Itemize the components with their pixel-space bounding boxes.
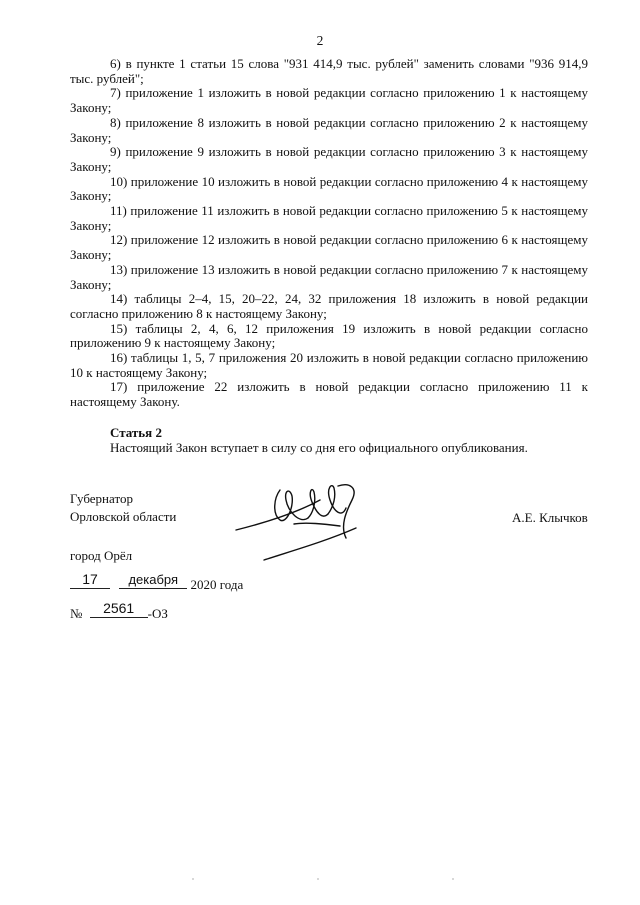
- date-day: 17: [82, 571, 98, 587]
- number-value: 2561: [103, 600, 135, 616]
- list-item: 16) таблицы 1, 5, 7 приложения 20 изложить в новой редакции согласно приложению 10 к настоящему Закону;: [70, 350, 588, 380]
- article-title: Статья 2: [110, 425, 162, 440]
- list-item: 6) в пункте 1 статьи 15 слова "931 414,9 тыс. рублей" заменить словами "936 914,9 тыс. рублей";: [70, 56, 588, 86]
- list-item: 9) приложение 9 изложить в новой редакции согласно приложению 3 к настоящему Закону;: [70, 144, 588, 174]
- article-text: Настоящий Закон вступает в силу со дня его официального опубликования.: [110, 440, 528, 455]
- date-month: декабря: [128, 572, 179, 587]
- number-suffix: -ОЗ: [147, 606, 168, 621]
- date-line: [70, 571, 244, 592]
- amendment-list: [70, 57, 588, 410]
- position-line-1: Губернатор: [70, 491, 133, 506]
- handwritten-signature: [228, 478, 368, 568]
- list-item: 12) приложение 12 изложить в новой редакции согласно приложению 6 к настоящему Закону;: [70, 232, 588, 263]
- scan-specks: [0, 874, 640, 884]
- list-item: 13) приложение 13 изложить в новой редакции согласно приложению 7 к настоящему Закону;: [70, 261, 588, 292]
- number-prefix: №: [70, 606, 83, 621]
- list-item: 17) приложение 22 изложить в новой редакции согласно приложению 11 к настоящему Закону.: [70, 379, 588, 410]
- signatory-name: А.Е. Клычков: [512, 510, 588, 525]
- list-item: 8) приложение 8 изложить в новой редакции согласно приложению 2 к настоящему Закону;: [70, 114, 588, 145]
- position-line-2: Орловской области: [70, 509, 177, 524]
- list-item: 15) таблицы 2, 4, 6, 12 приложения 19 изложить в новой редакции согласно приложению 9 к настоящему Закону;: [70, 320, 588, 351]
- article-2: [110, 425, 590, 455]
- date-year: 2020 года: [190, 577, 244, 592]
- list-item: 11) приложение 11 изложить в новой редакции согласно приложению 5 к настоящему Закону;: [70, 203, 588, 233]
- number-line: [70, 600, 168, 621]
- list-item: 14) таблицы 2–4, 15, 20–22, 24, 32 приложения 18 изложить в новой редакции согласно приложению 8 к настоящему Закону;: [70, 291, 588, 321]
- page-number: 2: [316, 33, 324, 48]
- city: город Орёл: [70, 548, 133, 563]
- list-item: 7) приложение 1 изложить в новой редакции согласно приложению 1 к настоящему Закону;: [70, 85, 588, 116]
- signatory-position: [70, 490, 176, 526]
- list-item: 10) приложение 10 изложить в новой редакции согласно приложению 4 к настоящему Закону;: [70, 173, 588, 204]
